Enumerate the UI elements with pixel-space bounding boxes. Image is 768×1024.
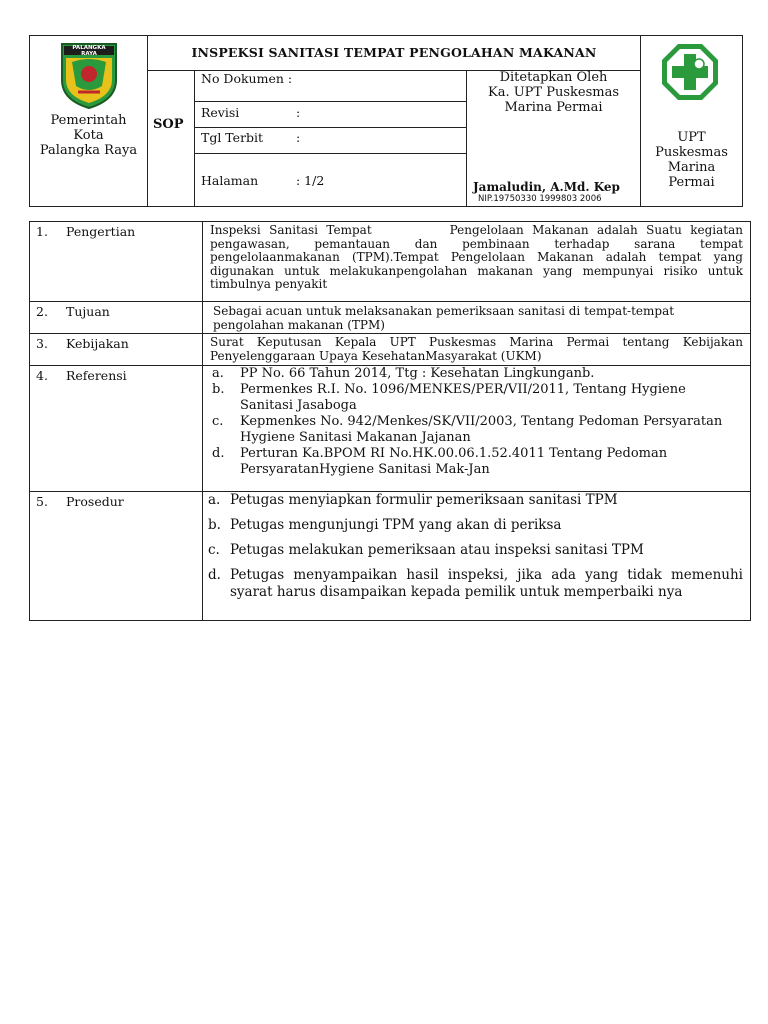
field-tgl-terbit: Tgl Terbit bbox=[201, 130, 264, 145]
list-item: b. Petugas mengunjungi TPM yang akan di periksa bbox=[208, 517, 562, 533]
pengertian-text: Inspeksi Sanitasi Tempat Pengelolaan Makanan adalah Suatu kegiatan pengawasan, pemantauan dan pembinaan terhadap sarana tempat pengelolaanmakanan (TPM).Tempat Pengelolaan Makanan adalah tempat yang digunakan untuk melakukanpengolahan makanan yang mempunyai risiko untuk timbulnya penyakit bbox=[210, 223, 743, 291]
list-item: a. PP No. 66 Tahun 2014, Ttg : Kesehatan Lingkunganb. bbox=[212, 366, 595, 381]
puskesmas-logo bbox=[661, 43, 719, 101]
referensi-list bbox=[212, 366, 732, 478]
list-item: c. Kepmenkes No. 942/Menkes/SK/VII/2003, Tentang Pedoman Persyaratan Hygiene Sanitasi Makanan Jajanan bbox=[212, 414, 723, 445]
row-num-4: 4. bbox=[36, 368, 48, 383]
field-halaman: Halaman bbox=[201, 173, 259, 188]
org-name: Pemerintah Kota Palangka Raya bbox=[39, 113, 138, 158]
document-title: INSPEKSI SANITASI TEMPAT PENGOLAHAN MAKANAN bbox=[191, 45, 597, 60]
row-num-1: 1. bbox=[36, 224, 48, 239]
field-tgl-terbit-colon: : bbox=[296, 130, 301, 145]
city-logo bbox=[58, 40, 120, 110]
list-item: a. Petugas menyiapkan formulir pemeriksaan sanitasi TPM bbox=[208, 492, 618, 508]
field-no-dokumen: No Dokumen : bbox=[201, 71, 293, 86]
tujuan-text: Sebagai acuan untuk melaksanakan pemeriksaan sanitasi di tempat-tempat pengolahan makanan (TPM) bbox=[213, 304, 675, 332]
approver-nip: NIP.19750330 1999803 2006 bbox=[478, 194, 602, 204]
row-label-tujuan: Tujuan bbox=[66, 304, 110, 319]
field-halaman-value: : 1/2 bbox=[296, 173, 325, 188]
prosedur-list bbox=[208, 492, 743, 601]
right-org-name: UPT Puskesmas Marina Permai bbox=[655, 130, 728, 190]
row-label-referensi: Referensi bbox=[66, 368, 127, 383]
kebijakan-text: Surat Keputusan Kepala UPT Puskesmas Marina Permai tentang Kebijakan Penyelenggaraan Upaya KesehatanMasyarakat (UKM) bbox=[210, 335, 743, 363]
logo-caption: PALANGKA RAYA bbox=[72, 45, 106, 57]
row-label-pengertian: Pengertian bbox=[66, 224, 136, 239]
list-item: b. Permenkes R.I. No. 1096/MENKES/PER/VII/2011, Tentang Hygiene Sanitasi Jasaboga bbox=[212, 382, 686, 413]
row-num-2: 2. bbox=[36, 304, 48, 319]
approval-block: Ditetapkan Oleh Ka. UPT Puskesmas Marina Permai bbox=[487, 70, 619, 115]
row-num-3: 3. bbox=[36, 336, 48, 351]
approver-name: Jamaludin, A.Md. Kep bbox=[473, 180, 620, 194]
list-item: d. Petugas menyampaikan hasil inspeksi, jika ada yang tidak memenuhi syarat harus disampaikan kepada pemilik untuk memperbaiki nya bbox=[208, 567, 743, 600]
list-item: d. Perturan Ka.BPOM RI No.HK.00.06.1.52.4011 Tentang Pedoman PersyaratanHygiene Sanitasi Mak-Jan bbox=[212, 446, 668, 477]
field-revisi: Revisi bbox=[201, 105, 240, 120]
row-label-prosedur: Prosedur bbox=[66, 494, 124, 509]
field-revisi-colon: : bbox=[296, 105, 301, 120]
sop-label: SOP bbox=[153, 117, 184, 132]
row-label-kebijakan: Kebijakan bbox=[66, 336, 129, 351]
list-item: c. Petugas melakukan pemeriksaan atau inspeksi sanitasi TPM bbox=[208, 542, 644, 558]
row-num-5: 5. bbox=[36, 494, 48, 509]
